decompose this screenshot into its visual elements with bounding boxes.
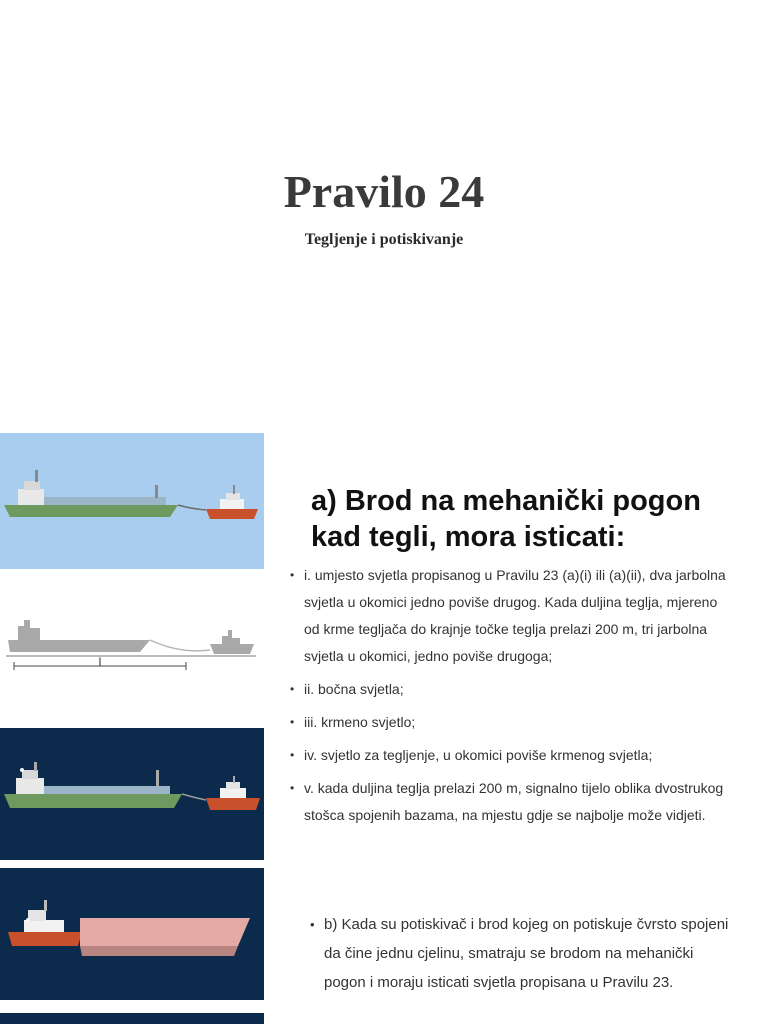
list-item: • v. kada duljina teglja prelazi 200 m, signalno tijelo oblika dvostrukog stošca spojenih bazama, na mjestu gdje se najbolje može vidjeti. xyxy=(290,775,730,829)
list-item: • ii. bočna svjetla; xyxy=(290,676,730,703)
page-subtitle: Tegljenje i potiskivanje xyxy=(304,231,464,248)
list-item: • b) Kada su potiskivač i brod kojeg on potiskuje čvrsto spojeni da čine jednu cjelinu, smatraju se brodom na mehanički pogon i moraju isticati svjetla propisana u Pravilu 23. xyxy=(310,910,730,997)
length-label: l xyxy=(98,655,102,669)
illustration-partial xyxy=(0,1013,264,1024)
section-b-list xyxy=(310,910,730,997)
towing-night-illustration xyxy=(0,728,264,860)
list-item: • i. umjesto svjetla propisanog u Pravilu 23 (a)(i) ili (a)(ii), dva jarbolna svjetla u okomici jedno poviše drugog. Kada duljina teglja, mjereno od krme tegljača do krajnje točke teglja prelazi 200 m, tri jarbolna svjetla u okomici, jedno poviše drugoga; xyxy=(290,562,730,670)
pushing-night-illustration xyxy=(0,868,264,1000)
page-title: Pravilo 24 xyxy=(283,166,485,217)
towing-day-illustration xyxy=(0,433,264,569)
list-item: • iii. krmeno svjetlo; xyxy=(290,709,730,736)
tow-length-diagram xyxy=(0,580,264,720)
section-a-heading: a) Brod na mehanički pogon kad tegli, mora isticati: xyxy=(311,485,701,553)
section-a-list xyxy=(290,562,730,835)
list-item: • iv. svjetlo za tegljenje, u okomici poviše krmenog svjetla; xyxy=(290,742,730,769)
barge-icon xyxy=(80,918,250,956)
